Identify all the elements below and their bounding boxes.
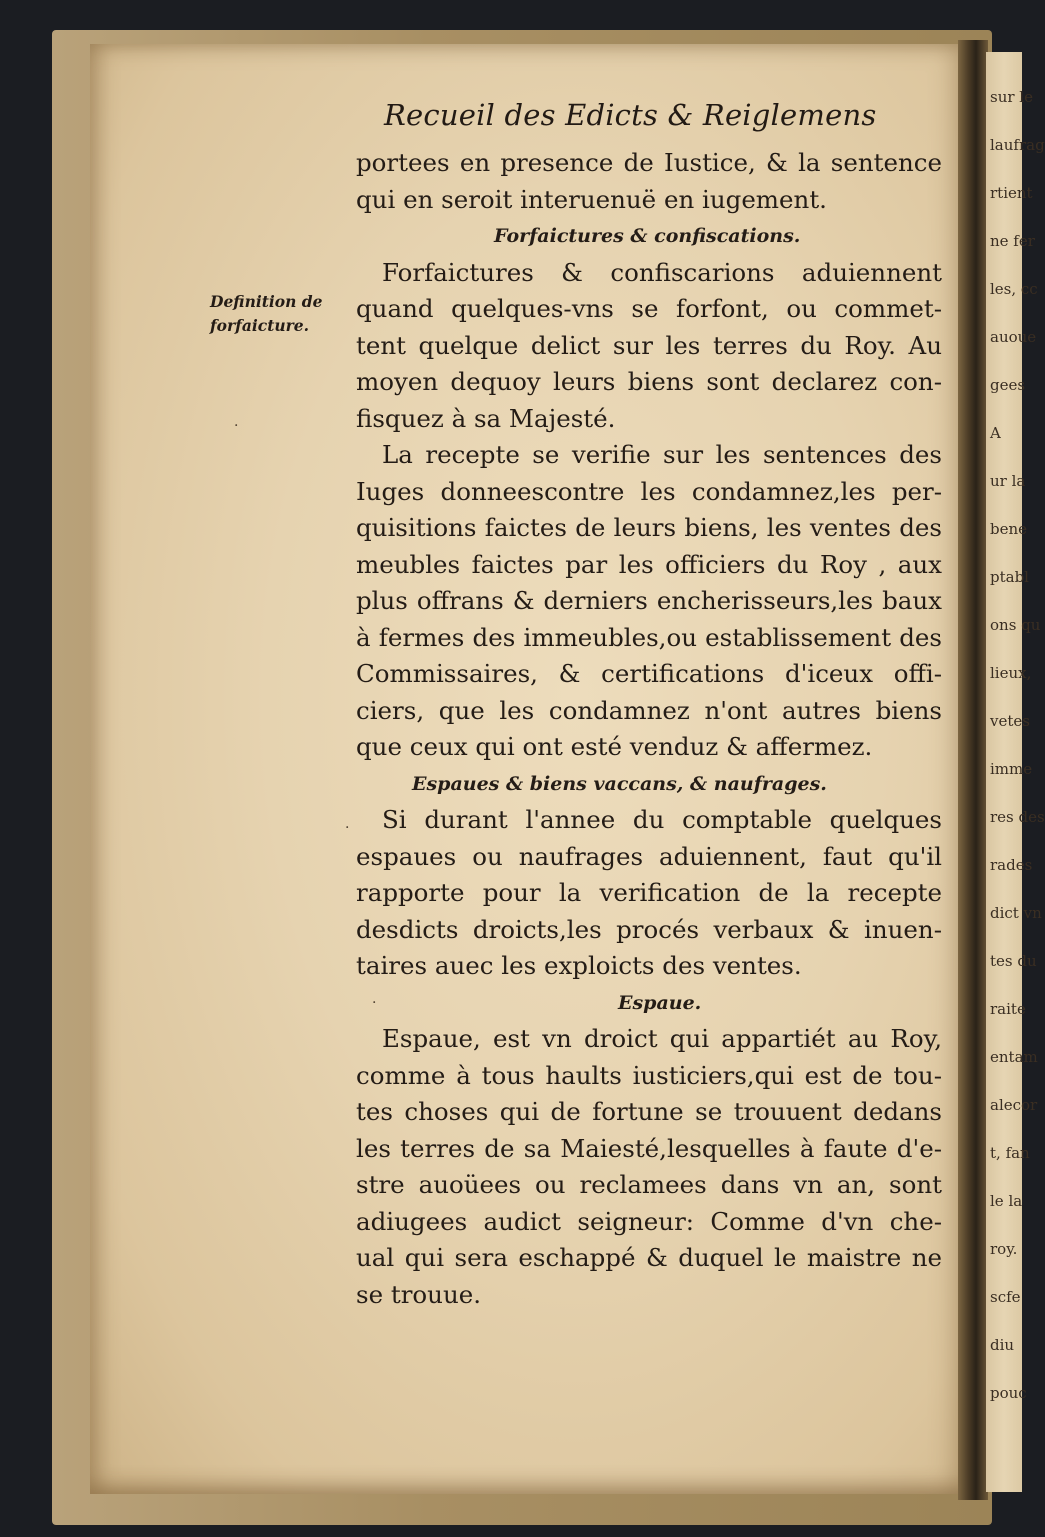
- section-heading: Espaues & biens vaccans, & naufrages.: [412, 772, 827, 795]
- page-speck: ·: [372, 995, 377, 1011]
- facing-page-fragment: laufrag: [990, 136, 1045, 154]
- book-gutter: [958, 40, 988, 1500]
- facing-page-fragment: ur la: [990, 472, 1026, 490]
- text-line: adiugees audict seigneur: Comme d'vn che-: [356, 1206, 942, 1236]
- text-line: moyen dequoy leurs biens sont declarez con-: [356, 367, 942, 396]
- text-line: à fermes des immeubles,ou establissement des: [356, 622, 942, 652]
- text-line: ual qui sera eschappé & duquel le maistre ne: [356, 1243, 942, 1272]
- facing-page-fragment: pouc: [990, 1384, 1027, 1402]
- facing-page-fragment: scfe: [990, 1288, 1021, 1306]
- facing-page-fragment: ptabl: [990, 568, 1029, 586]
- text-line: Commissaires, & certifications d'iceux offi-: [356, 659, 942, 688]
- text-line: meubles faictes par les officiers du Roy , aux: [356, 549, 942, 579]
- text-line: se trouue.: [356, 1279, 482, 1309]
- text-line: Si durant l'annee du comptable quelques: [382, 805, 942, 834]
- text-line: quisitions faictes de leurs biens, les ventes des: [356, 513, 942, 542]
- facing-page-fragment: A: [990, 424, 1001, 442]
- facing-page-fragment: le la: [990, 1192, 1023, 1210]
- facing-page-fragment: raite: [990, 1000, 1026, 1018]
- facing-page-fragment: sur le: [990, 88, 1033, 106]
- text-line: comme à tous haults iusticiers,qui est de tou-: [356, 1060, 942, 1090]
- text-line: qui en seroit interuenuë en iugement.: [356, 184, 827, 214]
- running-head: Recueil des Edicts & Reiglemens: [384, 98, 877, 132]
- facing-page-fragment: lieux,: [990, 664, 1032, 682]
- facing-page-fragment: imme: [990, 760, 1033, 778]
- marginal-note: [210, 290, 322, 338]
- facing-page-fragment: gees: [990, 376, 1026, 394]
- page-speck: ·: [345, 820, 350, 836]
- text-line: rapporte pour la verification de la recepte: [356, 878, 942, 907]
- text-line: fisquez à sa Majesté.: [356, 403, 616, 433]
- section-heading: Forfaictures & confiscations.: [494, 225, 801, 247]
- text-line: tent quelque delict sur les terres du Roy. Au: [356, 330, 942, 360]
- facing-page-fragment: ons qu: [990, 616, 1041, 634]
- text-line: plus offrans & derniers encherisseurs,les baux: [356, 586, 942, 615]
- text-line: quand quelques-vns se forfont, ou commet-: [356, 294, 942, 323]
- text-line: portees en presence de Iustice, & la sentence: [356, 148, 942, 177]
- marginal-note-line: forfaicture.: [210, 316, 310, 335]
- page-speck: ·: [234, 418, 239, 434]
- facing-page-fragment: t, fan: [990, 1144, 1030, 1162]
- text-line: les terres de sa Maiesté,lesquelles à faute d'e-: [356, 1133, 942, 1163]
- section-heading: Espaue.: [618, 991, 702, 1014]
- text-line: Iuges donneescontre les condamnez,les per-: [356, 476, 942, 506]
- facing-page-fragment: alecor: [990, 1096, 1038, 1114]
- text-line: La recepte se verifie sur les sentences des: [382, 440, 942, 469]
- facing-page-fragment: auoue: [990, 328, 1037, 346]
- marginal-note-line: Definition de: [210, 292, 323, 311]
- text-line: tes choses qui de fortune se trouuent dedans: [356, 1097, 942, 1126]
- facing-page-fragment: les, cc: [990, 280, 1038, 298]
- text-line: stre auoüees ou reclamees dans vn an, sont: [356, 1170, 942, 1199]
- facing-page-fragment: res des: [990, 808, 1045, 826]
- facing-page-fragment: rtient: [990, 184, 1033, 202]
- text-line: desdicts droicts,les procés verbaux & inuen-: [356, 914, 942, 944]
- page-body-text: [356, 145, 946, 1313]
- facing-page-fragment: roy.: [990, 1240, 1018, 1258]
- facing-page-fragment: ne fer: [990, 232, 1035, 250]
- facing-page-fragment: dict vn: [990, 904, 1042, 922]
- facing-page-fragment: bene: [990, 520, 1028, 538]
- text-line: que ceux qui ont esté venduz & affermez.: [356, 732, 873, 761]
- text-line: taires auec les exploicts des ventes.: [356, 951, 802, 980]
- facing-page-fragment: tes du: [990, 952, 1037, 970]
- text-line: Espaue, est vn droict qui appartiét au Roy,: [382, 1024, 942, 1053]
- facing-page-fragment: diu: [990, 1336, 1015, 1354]
- facing-page-fragment: vetes: [990, 712, 1030, 730]
- text-line: Forfaictures & confiscarions aduiennent: [382, 257, 942, 287]
- facing-page-fragment: entam: [990, 1048, 1038, 1066]
- text-line: espaues ou naufrages aduiennent, faut qu'il: [356, 841, 942, 871]
- text-line: ciers, que les condamnez n'ont autres biens: [356, 695, 942, 725]
- facing-page-fragment: rades: [990, 856, 1033, 874]
